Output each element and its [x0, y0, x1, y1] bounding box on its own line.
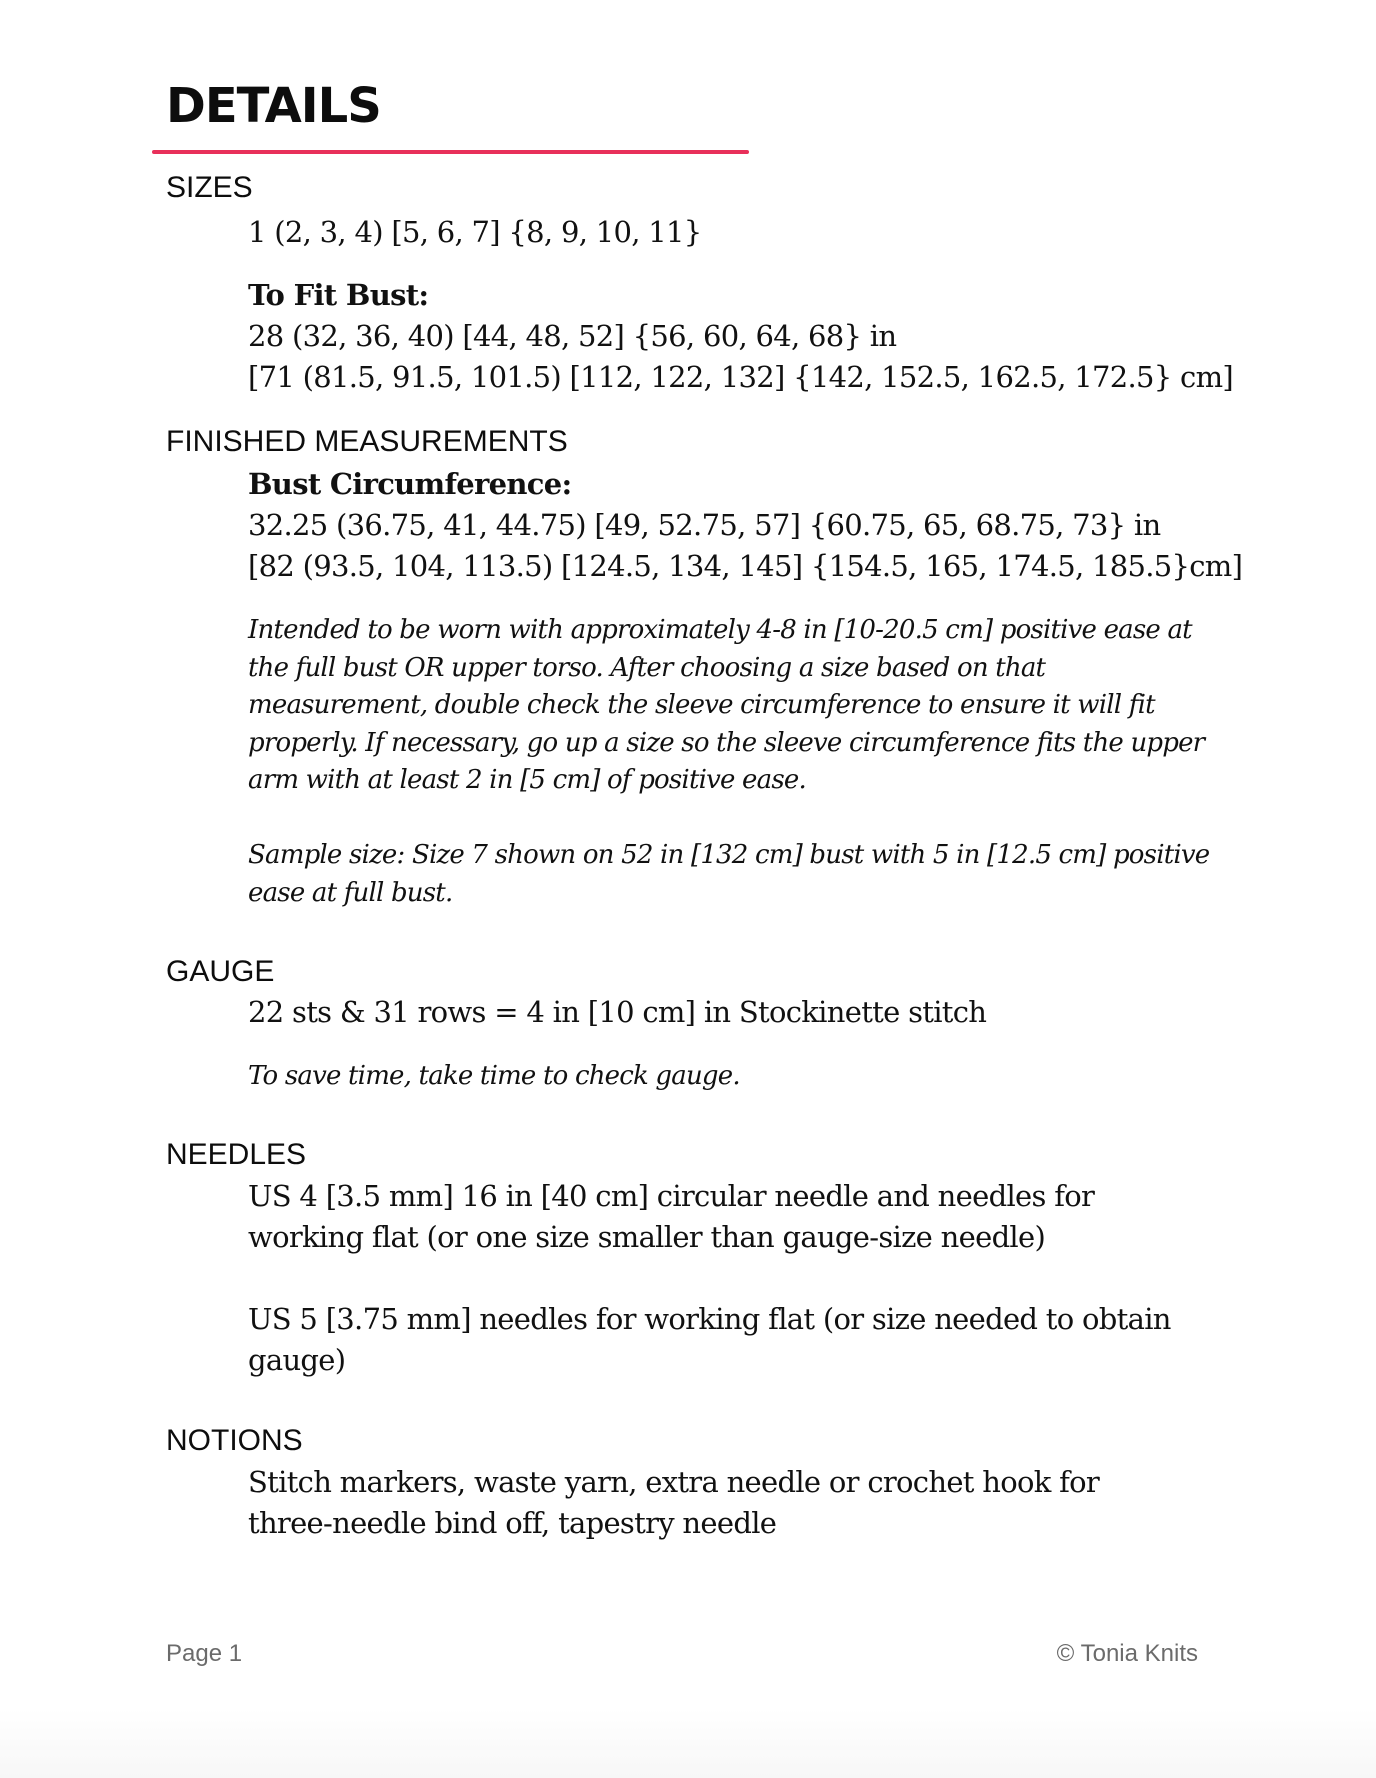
ease-note	[248, 612, 1204, 800]
to-fit-bust-values	[248, 316, 1233, 398]
bust-circumference-cm: [82 (93.5, 104, 113.5) [124.5, 134, 145] {154.5, 165, 174.5, 185.5}cm]	[248, 549, 1243, 583]
to-fit-bust-label: To Fit Bust:	[248, 278, 429, 312]
ease-note-line: arm with at least 2 in [5 cm] of positive ease.	[248, 765, 806, 795]
notions-list	[248, 1462, 1099, 1544]
title-underline	[152, 150, 749, 154]
needles-item-line: working flat (or one size smaller than gauge-size needle)	[248, 1220, 1046, 1254]
copyright-notice: © Tonia Knits	[1056, 1640, 1198, 1667]
bust-circumference-label: Bust Circumference:	[248, 467, 572, 501]
page-number: Page 1	[166, 1640, 243, 1667]
ease-note-line: Intended to be worn with approximately 4-8 in [10-20.5 cm] positive ease at	[248, 615, 1192, 645]
needles-item-line: gauge)	[248, 1343, 346, 1377]
to-fit-bust-cm: [71 (81.5, 91.5, 101.5) [112, 122, 132] {142, 152.5, 162.5, 172.5} cm]	[248, 360, 1233, 394]
page-title: DETAILS	[166, 78, 381, 134]
ease-note-line: properly. If necessary, go up a size so the sleeve circumference fits the upper	[248, 727, 1205, 758]
gauge-heading: GAUGE	[166, 955, 275, 988]
bust-circumference-values	[248, 505, 1242, 587]
sizes-list: 1 (2, 3, 4) [5, 6, 7] {8, 9, 10, 11}	[248, 215, 702, 249]
needles-item-2	[248, 1299, 1171, 1381]
needles-item-1	[248, 1176, 1094, 1258]
sample-note-line: ease at full bust.	[248, 877, 453, 908]
notions-heading: NOTIONS	[166, 1424, 303, 1457]
needles-item-line: US 4 [3.5 mm] 16 in [40 cm] circular needle and needles for	[248, 1179, 1095, 1213]
gauge-note: To save time, take time to check gauge.	[248, 1061, 740, 1091]
sample-size-note	[248, 837, 1209, 912]
sample-note-line: Sample size: Size 7 shown on 52 in [132 cm] bust with 5 in [12.5 cm] positive	[248, 840, 1210, 870]
notions-line: three-needle bind off, tapestry needle	[248, 1506, 777, 1540]
finished-measurements-heading: FINISHED MEASUREMENTS	[166, 425, 568, 458]
gauge-value: 22 sts & 31 rows = 4 in [10 cm] in Stockinette stitch	[248, 995, 987, 1029]
sizes-heading: SIZES	[166, 171, 253, 204]
ease-note-line: measurement, double check the sleeve circumference to ensure it will fit	[248, 690, 1155, 720]
to-fit-bust-in: 28 (32, 36, 40) [44, 48, 52] {56, 60, 64, 68} in	[248, 319, 897, 353]
ease-note-line: the full bust OR upper torso. After choosing a size based on that	[248, 652, 1046, 683]
needles-item-line: US 5 [3.75 mm] needles for working flat (or size needed to obtain	[248, 1302, 1171, 1336]
notions-line: Stitch markers, waste yarn, extra needle or crochet hook for	[248, 1465, 1100, 1499]
needles-heading: NEEDLES	[166, 1138, 307, 1171]
bust-circumference-in: 32.25 (36.75, 41, 44.75) [49, 52.75, 57] {60.75, 65, 68.75, 73} in	[248, 508, 1161, 542]
page-bottom-shade	[0, 1708, 1376, 1778]
